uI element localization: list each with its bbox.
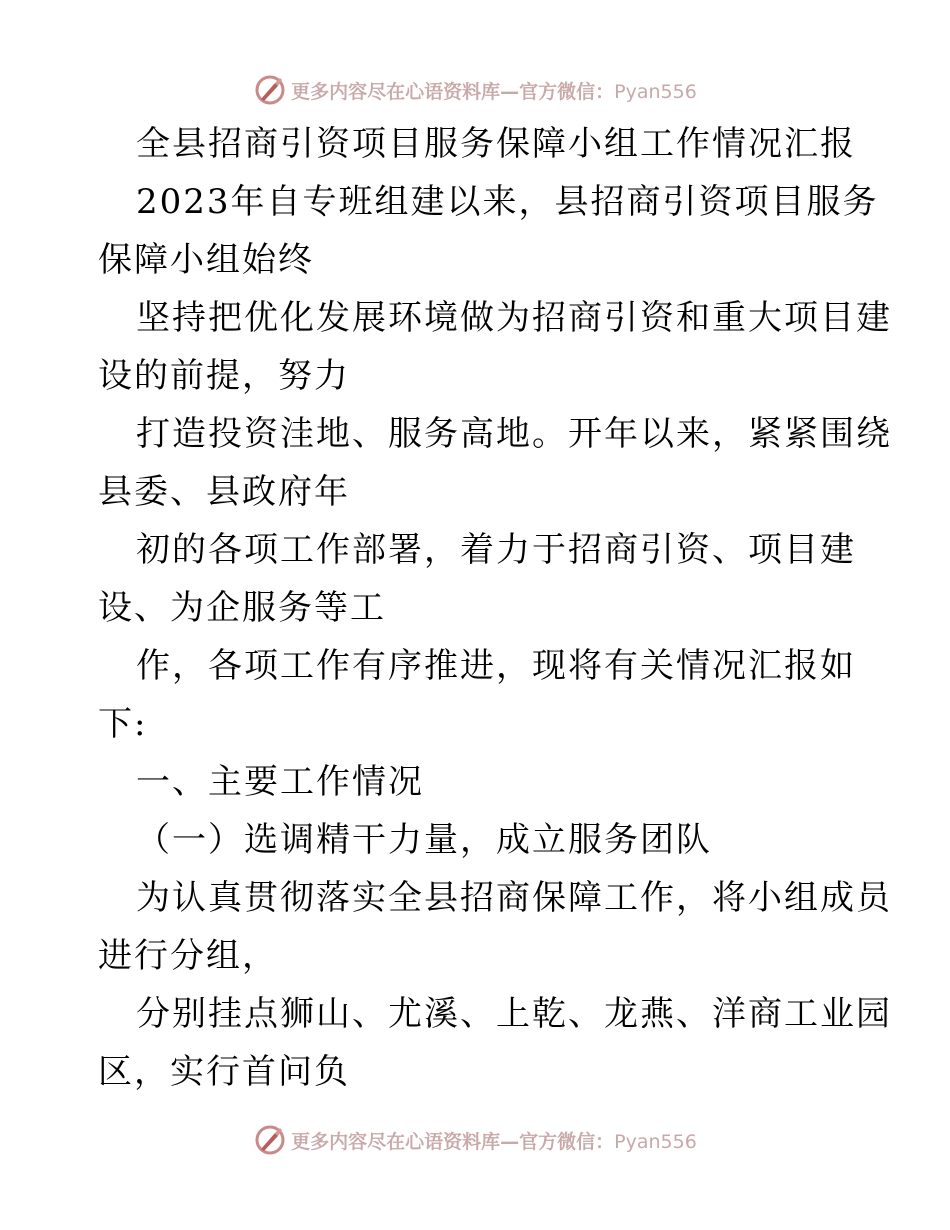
text-line: 全县招商引资项目服务保障小组工作情况汇报 (136, 124, 856, 164)
watermark-text: 更多内容尽在心语资料库—官方微信：Pyan556 (291, 1130, 697, 1153)
text-line: 设、为企服务等工 (98, 588, 386, 628)
text-line: 区，实行首问负 (98, 1052, 350, 1092)
text-line: 作，各项工作有序推进，现将有关情况汇报如 (136, 646, 856, 686)
document-body (98, 115, 892, 1101)
text-line: 分别挂点狮山、尤溪、上乾、龙燕、洋商工业园 (136, 994, 892, 1034)
text-line: 一、主要工作情况 (136, 762, 424, 802)
text-line: 打造投资洼地、服务高地。开年以来，紧紧围绕 (136, 414, 892, 454)
watermark-text: 更多内容尽在心语资料库—官方微信：Pyan556 (291, 80, 697, 103)
text-line: （一）选调精干力量，成立服务团队 (136, 820, 712, 860)
text-line: 2023年自专班组建以来，县招商引资项目服务 (136, 182, 879, 222)
text-line: 为认真贯彻落实全县招商保障工作，将小组成员 (136, 878, 892, 918)
text-line: 下: (98, 704, 148, 744)
quill-circle-icon (253, 73, 287, 107)
text-line: 进行分组， (98, 936, 278, 976)
watermark-banner-bottom (0, 1120, 950, 1160)
quill-circle-icon (253, 1123, 287, 1157)
text-line: 保障小组始终 (98, 240, 314, 280)
text-line: 初的各项工作部署，着力于招商引资、项目建 (136, 530, 856, 570)
text-line: 设的前提，努力 (98, 356, 350, 396)
watermark-banner-top (0, 70, 950, 110)
text-line: 县委、县政府年 (98, 472, 350, 512)
text-line: 坚持把优化发展环境做为招商引资和重大项目建 (136, 298, 892, 338)
